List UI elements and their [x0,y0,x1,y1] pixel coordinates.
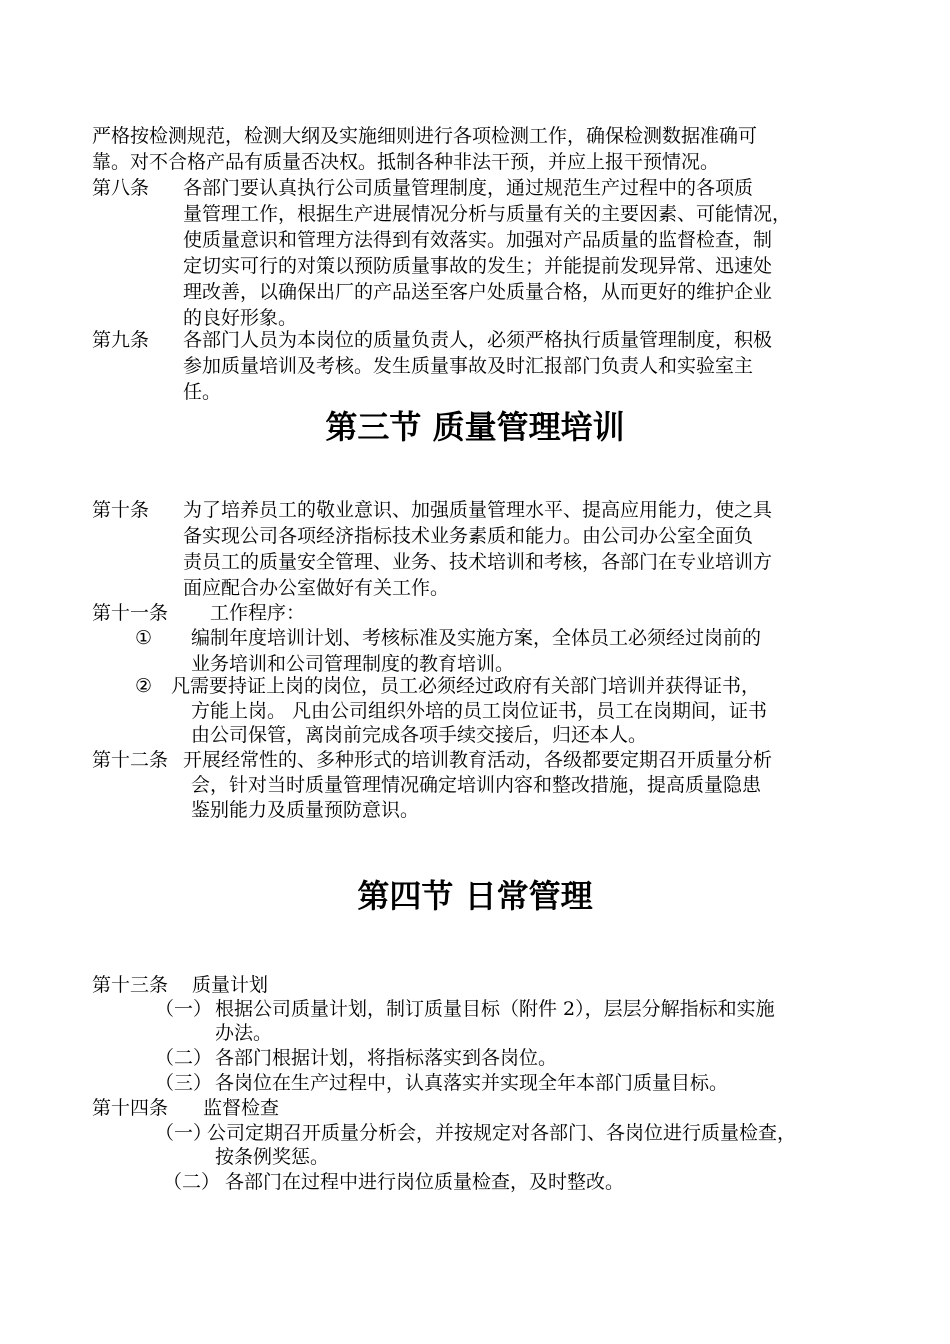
article-8-line-3: 使质量意识和管理方法得到有效落实。加强对产品质量的监督检查，制 [183,229,773,251]
article-11-item-2-marker: ② [135,675,153,697]
intro-line-2: 靠。对不合格产品有质量否决权。抵制各种非法干预，并应上报干预情况。 [92,151,720,173]
article-13-title: 质量计划 [192,974,269,996]
section-3-heading: 第三节 质量管理培训 [325,408,625,446]
article-14-item-1-line-2: 按条例奖惩。 [215,1146,330,1168]
article-11-item-2-line-3: 由公司保管，离岗前完成各项手续交接后，归还本人。 [191,724,648,746]
article-14-title: 监督检查 [203,1097,280,1119]
article-13-item-2-text: 各部门根据计划，将指标落实到各岗位。 [215,1047,558,1069]
article-12-line-1: 开展经常性的、多种形式的培训教育活动，各级都要定期召开质量分析 [183,749,773,771]
article-13-item-2-marker: （二） [155,1047,213,1069]
article-11-title: 工作程序： [210,602,306,624]
article-13-label: 第十三条 [92,974,169,996]
article-11-item-2-line-1: 凡需要持证上岗的岗位，员工必须经过政府有关部门培训并获得证书， [171,675,761,697]
article-10-line-3: 责员工的质量安全管理、业务、技术培训和考核，各部门在专业培训方 [183,551,773,573]
article-14-item-1-marker: （一） [155,1122,213,1144]
article-8-line-1: 各部门要认真执行公司质量管理制度，通过规范生产过程中的各项质 [183,177,754,199]
article-9-line-1: 各部门人员为本岗位的质量负责人，必须严格执行质量管理制度，积极 [183,329,773,351]
article-10-line-4: 面应配合办公室做好有关工作。 [183,577,450,599]
section-4-heading: 第四节 日常管理 [357,877,593,915]
article-9-line-3: 任。 [183,381,222,403]
article-10-label: 第十条 [92,499,150,521]
article-12-line-2: 会，针对当时质量管理情况确定培训内容和整改措施，提高质量隐患 [191,774,762,796]
article-8-line-5: 理改善，以确保出厂的产品送至客户处质量合格，从而更好的维护企业 [183,281,773,303]
article-8-label: 第八条 [92,177,150,199]
article-14-item-2-text: 各部门在过程中进行岗位质量检查，及时整改。 [225,1171,625,1193]
article-14-item-1-line-1: 公司定期召开质量分析会，并按规定对各部门、各岗位进行质量检查， [207,1122,797,1144]
article-10-line-1: 为了培养员工的敬业意识、加强质量管理水平、提高应用能力，使之具 [183,499,773,521]
article-9-label: 第九条 [92,329,150,351]
article-9-line-2: 参加质量培训及考核。发生质量事故及时汇报部门负责人和实验室主 [183,355,754,377]
article-13-item-1-line-2: 办法。 [215,1022,273,1044]
article-8-line-2: 量管理工作，根据生产进展情况分析与质量有关的主要因素、可能情况， [183,203,792,225]
article-14-item-2-marker: （二） [163,1171,221,1193]
article-13-item-1-marker: （一） [155,998,213,1020]
article-11-item-1-marker: ① [135,627,153,649]
article-12-label: 第十二条 [92,749,169,771]
article-12-line-3: 鉴别能力及质量预防意识。 [191,799,420,821]
article-11-item-1-line-2: 业务培训和公司管理制度的教育培训。 [191,653,515,675]
article-11-item-2-line-2: 方能上岗。 凡由公司组织外培的员工岗位证书，员工在岗期间，证书 [191,700,768,722]
article-13-item-3-text: 各岗位在生产过程中，认真落实并实现全年本部门质量目标。 [215,1072,729,1094]
article-13-item-1-line-1: 根据公司质量计划，制订质量目标（附件 2），层层分解指标和实施 [215,998,775,1020]
article-8-line-6: 的良好形象。 [183,307,298,329]
article-8-line-4: 定切实可行的对策以预防质量事故的发生；并能提前发现异常、迅速处 [183,255,773,277]
article-10-line-2: 备实现公司各项经济指标技术业务素质和能力。由公司办公室全面负 [183,525,754,547]
intro-line-1: 严格按检测规范，检测大纲及实施细则进行各项检测工作，确保检测数据准确可 [92,125,758,147]
article-11-item-1-line-1: 编制年度培训计划、考核标准及实施方案，全体员工必须经过岗前的 [191,627,762,649]
article-13-item-3-marker: （三） [155,1072,213,1094]
article-11-label: 第十一条 [92,602,169,624]
article-14-label: 第十四条 [92,1097,169,1119]
